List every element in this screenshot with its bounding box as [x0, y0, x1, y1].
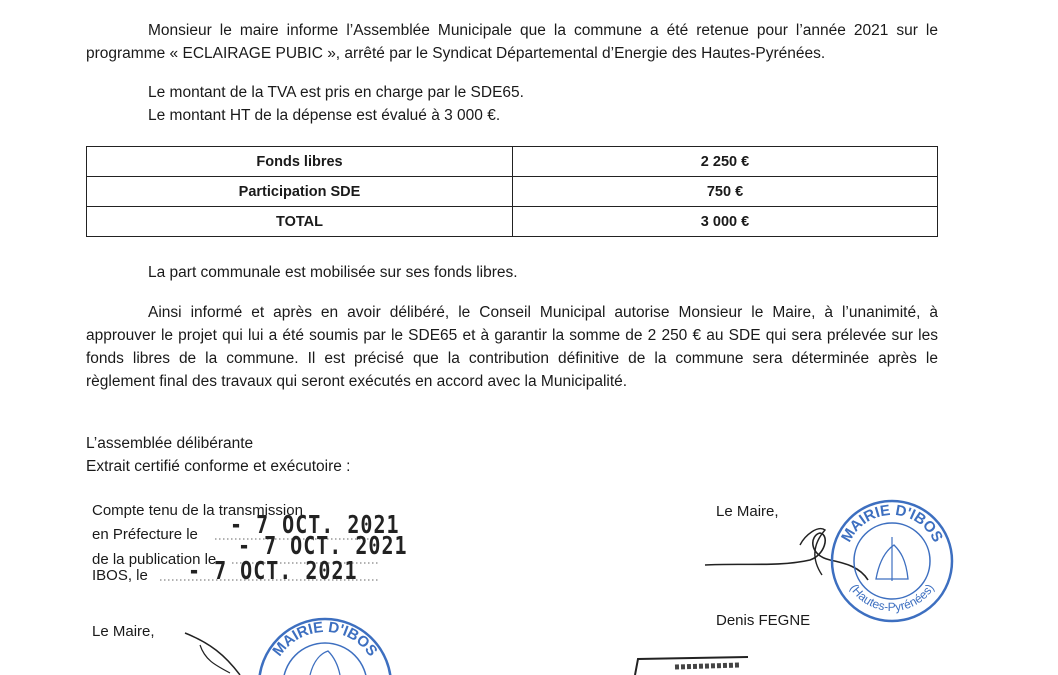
intro-line-2: programme « ECLAIRAGE PUBIC », arrêté par le Syndicat Départemental d’Energie des Hautes-Pyrénées. [86, 45, 826, 62]
svg-text:MAIRIE D'IBOS [269, 619, 380, 660]
assembly-line-1: L’assemblée délibérante [86, 435, 254, 452]
transmission-line-1: Compte tenu de la transmission [92, 502, 303, 519]
mairie-seal-left [250, 607, 400, 675]
decision-line-3: fonds libres de la commune. Il est précisé que la contribution définitive de la commune sera déterminée après le [86, 350, 938, 367]
seal-text-top-left: MAIRIE D'IBOS [269, 618, 381, 660]
seal-text-top: MAIRIE D'IBOS [837, 501, 947, 546]
table-cell-label: Fonds libres [87, 147, 513, 177]
table-cell-amount: 3 000 € [513, 207, 938, 237]
tva-line: Le montant de la TVA est pris en charge par le SDE65. [148, 84, 524, 101]
table-cell-label: TOTAL [87, 207, 513, 237]
transmission-line-2: en Préfecture le [92, 526, 198, 543]
stamp-box-partial [630, 655, 750, 675]
decision-line-2: approuver le projet qui lui a été soumis par le SDE65 et à garantir la somme de 2 250 € au SDE qui sera prélevée sur les [86, 327, 938, 344]
decision-line-4: règlement final des travaux qui seront exécutés en accord avec la Municipalité. [86, 373, 628, 390]
decision-line-1: Ainsi informé et après en avoir délibéré, le Conseil Municipal autorise Monsieur le Maire, à l’unanimité, à [148, 304, 938, 321]
right-maire-label: Le Maire, [716, 503, 779, 520]
stamp-date-publication: - 7 OCT. 2021 [238, 530, 408, 560]
seal-text-bottom: (Hautes-Pyrénées) [847, 581, 937, 615]
assembly-line-2: Extrait certifié conforme et exécutoire : [86, 458, 351, 475]
ht-line: Le montant HT de la dépense est évalué à 3 000 €. [148, 107, 501, 124]
table-cell-amount: 750 € [513, 177, 938, 207]
transmission-line-3: de la publication le [92, 551, 217, 568]
left-maire-label: Le Maire, [92, 623, 155, 640]
svg-text:(Hautes-Pyrénées) [847, 581, 937, 614]
mairie-seal-right [828, 497, 956, 625]
part-line: La part communale est mobilisée sur ses fonds libres. [148, 264, 518, 281]
intro-line-1: Monsieur le maire informe l’Assemblée Municipale que la commune a été retenue pour l’année 2021 sur le [148, 22, 938, 39]
table-cell-amount: 2 250 € [513, 147, 938, 177]
transmission-line-4: IBOS, le [92, 567, 148, 584]
signatory-name: Denis FEGNE [716, 612, 811, 629]
table-cell-label: Participation SDE [87, 177, 513, 207]
stamp-date-ibos: - 7 OCT. 2021 [188, 555, 358, 585]
stamp-date-prefecture: - 7 OCT. 2021 [230, 509, 400, 539]
